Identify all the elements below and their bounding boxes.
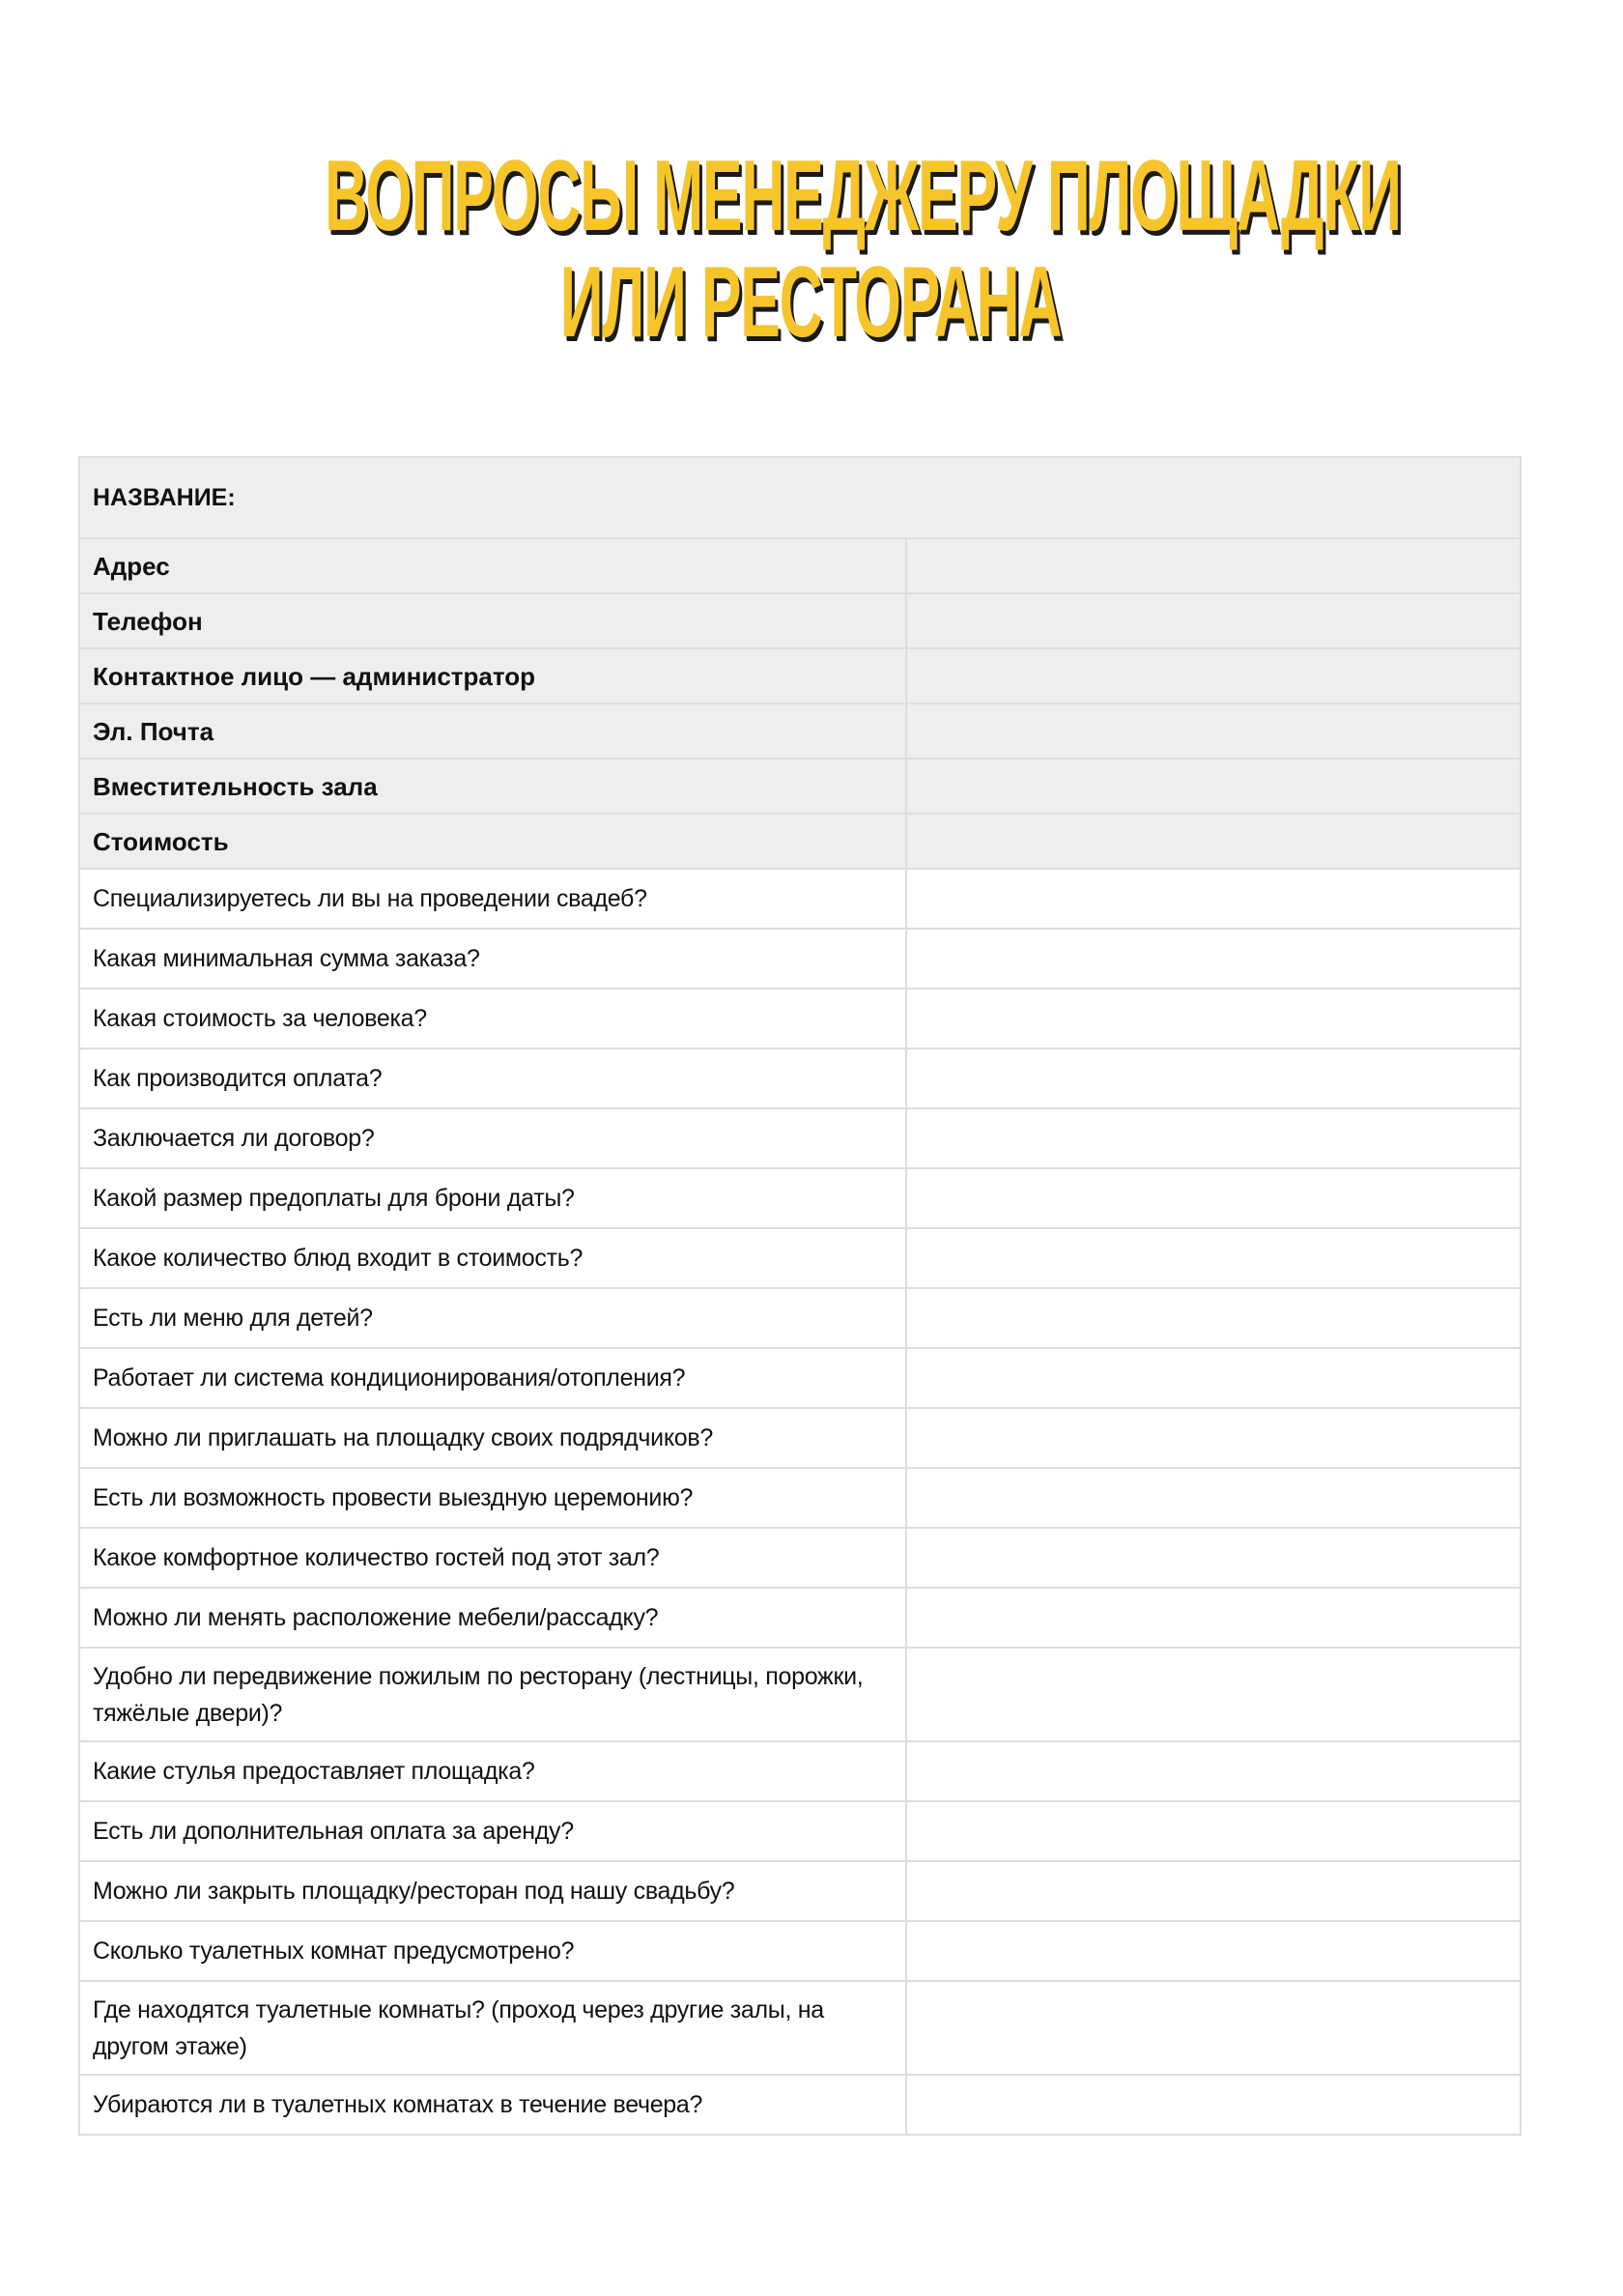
answer-field[interactable] xyxy=(906,1801,1521,1861)
question-row xyxy=(79,1741,1521,1801)
question-row xyxy=(79,929,1521,989)
question-row xyxy=(79,2075,1521,2135)
answer-field[interactable] xyxy=(906,1741,1521,1801)
question-text: Специализируетесь ли вы на проведении свадеб? xyxy=(79,869,906,929)
info-row-price xyxy=(79,814,1521,869)
question-row xyxy=(79,1801,1521,1861)
question-text: Есть ли возможность провести выездную церемонию? xyxy=(79,1468,906,1528)
answer-field[interactable] xyxy=(906,1648,1521,1741)
question-text: Можно ли менять расположение мебели/рассадку? xyxy=(79,1588,906,1648)
answer-field[interactable] xyxy=(906,989,1521,1048)
info-label: Контактное лицо — администратор xyxy=(79,648,906,703)
question-text: Какая стоимость за человека? xyxy=(79,989,906,1048)
question-row xyxy=(79,1921,1521,1981)
question-text: Какой размер предоплаты для брони даты? xyxy=(79,1168,906,1228)
answer-field[interactable] xyxy=(906,1588,1521,1648)
question-text: Есть ли меню для детей? xyxy=(79,1288,906,1348)
question-row xyxy=(79,1288,1521,1348)
answer-field[interactable] xyxy=(906,1228,1521,1288)
info-label: Стоимость xyxy=(79,814,906,869)
info-row-phone xyxy=(79,593,1521,648)
question-text: Можно ли закрыть площадку/ресторан под нашу свадьбу? xyxy=(79,1861,906,1921)
question-text: Работает ли система кондиционирования/отопления? xyxy=(79,1348,906,1408)
name-label[interactable]: НАЗВАНИЕ: xyxy=(79,457,1521,538)
info-value-field[interactable] xyxy=(906,703,1521,759)
question-text: Где находятся туалетные комнаты? (проход через другие залы, на другом этаже) xyxy=(79,1981,906,2075)
answer-field[interactable] xyxy=(906,1048,1521,1108)
question-row xyxy=(79,1588,1521,1648)
answer-field[interactable] xyxy=(906,929,1521,989)
questionnaire-table xyxy=(78,456,1522,2136)
answer-field[interactable] xyxy=(906,1468,1521,1528)
question-row xyxy=(79,1528,1521,1588)
question-text: Какое комфортное количество гостей под этот зал? xyxy=(79,1528,906,1588)
info-label: Эл. Почта xyxy=(79,703,906,759)
info-row-capacity xyxy=(79,759,1521,814)
question-text: Есть ли дополнительная оплата за аренду? xyxy=(79,1801,906,1861)
title-line-2: ИЛИ РЕСТОРАНА xyxy=(559,246,1062,359)
answer-field[interactable] xyxy=(906,1108,1521,1168)
info-label: Адрес xyxy=(79,538,906,593)
question-text: Как производится оплата? xyxy=(79,1048,906,1108)
question-text: Заключается ли договор? xyxy=(79,1108,906,1168)
question-text: Убираются ли в туалетных комнатах в течение вечера? xyxy=(79,2075,906,2135)
question-text: Можно ли приглашать на площадку своих подрядчиков? xyxy=(79,1408,906,1468)
info-value-field[interactable] xyxy=(906,814,1521,869)
question-row xyxy=(79,1228,1521,1288)
question-row xyxy=(79,1408,1521,1468)
info-value-field[interactable] xyxy=(906,759,1521,814)
question-row xyxy=(79,1648,1521,1741)
title-line-1: ВОПРОСЫ МЕНЕДЖЕРУ ПЛОЩАДКИ xyxy=(324,140,1401,252)
question-text: Удобно ли передвижение пожилым по ресторану (лестницы, порожки, тяжёлые двери)? xyxy=(79,1648,906,1741)
question-row xyxy=(79,989,1521,1048)
info-value-field[interactable] xyxy=(906,593,1521,648)
answer-field[interactable] xyxy=(906,2075,1521,2135)
answer-field[interactable] xyxy=(906,1861,1521,1921)
question-row xyxy=(79,1108,1521,1168)
name-row xyxy=(79,457,1521,538)
question-row xyxy=(79,1981,1521,2075)
info-row-email xyxy=(79,703,1521,759)
question-text: Сколько туалетных комнат предусмотрено? xyxy=(79,1921,906,1981)
answer-field[interactable] xyxy=(906,1528,1521,1588)
question-row xyxy=(79,1468,1521,1528)
answer-field[interactable] xyxy=(906,1981,1521,2075)
info-value-field[interactable] xyxy=(906,538,1521,593)
question-row xyxy=(79,1348,1521,1408)
info-label: Вместительность зала xyxy=(79,759,906,814)
answer-field[interactable] xyxy=(906,1168,1521,1228)
answer-field[interactable] xyxy=(906,1348,1521,1408)
answer-field[interactable] xyxy=(906,1288,1521,1348)
answer-field[interactable] xyxy=(906,1921,1521,1981)
answer-field[interactable] xyxy=(906,1408,1521,1468)
info-row-address xyxy=(79,538,1521,593)
question-row xyxy=(79,869,1521,929)
info-label: Телефон xyxy=(79,593,906,648)
question-text: Какое количество блюд входит в стоимость? xyxy=(79,1228,906,1288)
question-row xyxy=(79,1861,1521,1921)
answer-field[interactable] xyxy=(906,869,1521,929)
question-text: Какая минимальная сумма заказа? xyxy=(79,929,906,989)
info-value-field[interactable] xyxy=(906,648,1521,703)
info-row-contact xyxy=(79,648,1521,703)
question-row xyxy=(79,1168,1521,1228)
question-text: Какие стулья предоставляет площадка? xyxy=(79,1741,906,1801)
question-row xyxy=(79,1048,1521,1108)
page-title xyxy=(0,140,1623,359)
